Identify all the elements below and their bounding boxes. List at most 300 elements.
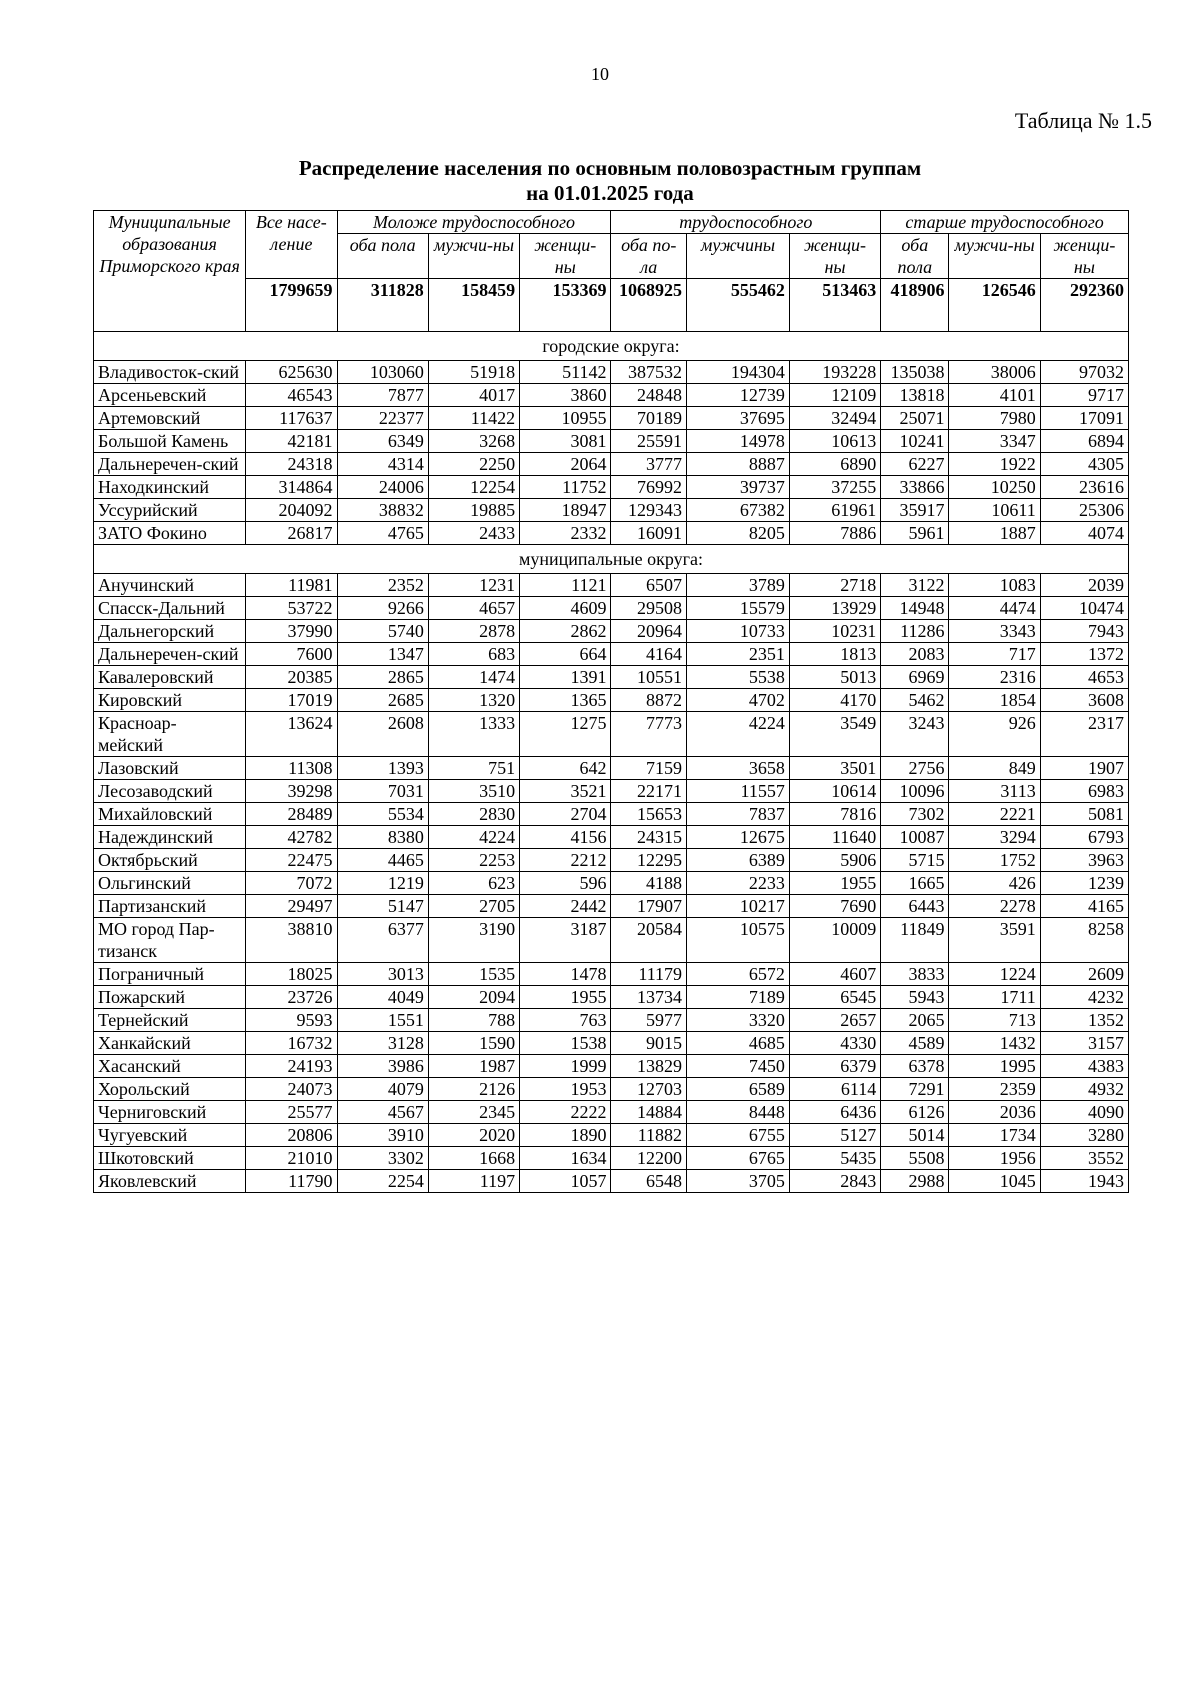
value-cell: 103060 xyxy=(337,361,428,384)
value-cell: 6389 xyxy=(687,849,790,872)
value-cell: 14948 xyxy=(881,597,949,620)
value-cell: 2221 xyxy=(949,803,1040,826)
value-cell: 926 xyxy=(949,712,1040,757)
value-cell: 28489 xyxy=(246,803,337,826)
value-cell: 11882 xyxy=(611,1124,687,1147)
header-subgroup: мужчи-ны xyxy=(428,234,519,279)
value-cell: 11640 xyxy=(789,826,880,849)
value-cell: 4609 xyxy=(520,597,611,620)
section-row xyxy=(94,332,1129,361)
district-name: Яковлевский xyxy=(94,1170,246,1193)
value-cell: 10955 xyxy=(520,407,611,430)
value-cell: 13929 xyxy=(789,597,880,620)
value-cell: 39298 xyxy=(246,780,337,803)
value-cell: 2830 xyxy=(428,803,519,826)
value-cell: 683 xyxy=(428,643,519,666)
district-name: Ханкайский xyxy=(94,1032,246,1055)
value-cell: 314864 xyxy=(246,476,337,499)
value-cell: 24318 xyxy=(246,453,337,476)
value-cell: 3501 xyxy=(789,757,880,780)
value-cell: 4017 xyxy=(428,384,519,407)
value-cell: 7302 xyxy=(881,803,949,826)
value-cell: 2609 xyxy=(1040,963,1128,986)
value-cell: 26817 xyxy=(246,522,337,545)
value-cell: 20584 xyxy=(611,918,687,963)
district-name: Находкинский xyxy=(94,476,246,499)
value-cell: 2351 xyxy=(687,643,790,666)
value-cell: 17907 xyxy=(611,895,687,918)
value-cell: 193228 xyxy=(789,361,880,384)
district-name: Владивосток-ский xyxy=(94,361,246,384)
value-cell: 2718 xyxy=(789,574,880,597)
value-cell: 2065 xyxy=(881,1009,949,1032)
table-row xyxy=(94,1032,1129,1055)
value-cell: 2705 xyxy=(428,895,519,918)
value-cell: 20964 xyxy=(611,620,687,643)
value-cell: 7600 xyxy=(246,643,337,666)
value-cell: 11849 xyxy=(881,918,949,963)
value-cell: 7450 xyxy=(687,1055,790,1078)
table-row xyxy=(94,499,1129,522)
district-name: Чугуевский xyxy=(94,1124,246,1147)
value-cell: 4765 xyxy=(337,522,428,545)
value-cell: 3187 xyxy=(520,918,611,963)
value-cell: 7877 xyxy=(337,384,428,407)
value-cell: 42181 xyxy=(246,430,337,453)
value-cell: 33866 xyxy=(881,476,949,499)
value-cell: 6379 xyxy=(789,1055,880,1078)
value-cell: 4079 xyxy=(337,1078,428,1101)
value-cell: 12739 xyxy=(687,384,790,407)
value-cell: 7980 xyxy=(949,407,1040,430)
value-cell: 37255 xyxy=(789,476,880,499)
table-row xyxy=(94,712,1129,757)
value-cell: 6572 xyxy=(687,963,790,986)
value-cell: 2278 xyxy=(949,895,1040,918)
value-cell: 10551 xyxy=(611,666,687,689)
value-cell: 70189 xyxy=(611,407,687,430)
value-cell: 6755 xyxy=(687,1124,790,1147)
value-cell: 1538 xyxy=(520,1032,611,1055)
value-cell: 3280 xyxy=(1040,1124,1128,1147)
value-cell: 20806 xyxy=(246,1124,337,1147)
value-cell: 3081 xyxy=(520,430,611,453)
value-cell: 2020 xyxy=(428,1124,519,1147)
value-cell: 1535 xyxy=(428,963,519,986)
value-cell: 25577 xyxy=(246,1101,337,1124)
value-cell: 5435 xyxy=(789,1147,880,1170)
header-municipal: Муниципальные образования Приморского края xyxy=(94,211,246,332)
value-cell: 2039 xyxy=(1040,574,1128,597)
table-row xyxy=(94,1055,1129,1078)
table-row xyxy=(94,1124,1129,1147)
section-label: городские округа: xyxy=(94,332,1129,361)
table-row xyxy=(94,574,1129,597)
value-cell: 2756 xyxy=(881,757,949,780)
value-cell: 4589 xyxy=(881,1032,949,1055)
value-cell: 2317 xyxy=(1040,712,1128,757)
value-cell: 4465 xyxy=(337,849,428,872)
value-cell: 1634 xyxy=(520,1147,611,1170)
value-cell: 25306 xyxy=(1040,499,1128,522)
value-cell: 1083 xyxy=(949,574,1040,597)
value-cell: 6349 xyxy=(337,430,428,453)
value-cell: 8872 xyxy=(611,689,687,712)
value-cell: 4156 xyxy=(520,826,611,849)
value-cell: 8258 xyxy=(1040,918,1128,963)
value-cell: 13829 xyxy=(611,1055,687,1078)
value-cell: 1333 xyxy=(428,712,519,757)
value-cell: 2083 xyxy=(881,643,949,666)
value-cell: 8380 xyxy=(337,826,428,849)
value-cell: 20385 xyxy=(246,666,337,689)
header-subgroup: мужчины xyxy=(687,234,790,279)
value-cell: 6378 xyxy=(881,1055,949,1078)
value-cell: 1955 xyxy=(520,986,611,1009)
value-cell: 53722 xyxy=(246,597,337,620)
value-cell: 10231 xyxy=(789,620,880,643)
value-cell: 2233 xyxy=(687,872,790,895)
table-row xyxy=(94,689,1129,712)
value-cell: 11981 xyxy=(246,574,337,597)
value-cell: 3860 xyxy=(520,384,611,407)
value-cell: 22475 xyxy=(246,849,337,872)
value-cell: 10087 xyxy=(881,826,949,849)
value-cell: 6443 xyxy=(881,895,949,918)
value-cell: 426 xyxy=(949,872,1040,895)
table-row xyxy=(94,597,1129,620)
value-cell: 4653 xyxy=(1040,666,1128,689)
value-cell: 1668 xyxy=(428,1147,519,1170)
district-name: Спасск-Дальний xyxy=(94,597,246,620)
value-cell: 37990 xyxy=(246,620,337,643)
value-cell: 3777 xyxy=(611,453,687,476)
value-cell: 5014 xyxy=(881,1124,949,1147)
value-cell: 5013 xyxy=(789,666,880,689)
value-cell: 10217 xyxy=(687,895,790,918)
value-cell: 1943 xyxy=(1040,1170,1128,1193)
value-cell: 25071 xyxy=(881,407,949,430)
value-cell: 713 xyxy=(949,1009,1040,1032)
district-name: Лесозаводский xyxy=(94,780,246,803)
value-cell: 38810 xyxy=(246,918,337,963)
value-cell: 2254 xyxy=(337,1170,428,1193)
total-cell: 153369 xyxy=(520,279,611,332)
district-name: ЗАТО Фокино xyxy=(94,522,246,545)
value-cell: 24006 xyxy=(337,476,428,499)
district-name: Дальнегорский xyxy=(94,620,246,643)
value-cell: 5147 xyxy=(337,895,428,918)
value-cell: 642 xyxy=(520,757,611,780)
value-cell: 3347 xyxy=(949,430,1040,453)
value-cell: 4074 xyxy=(1040,522,1128,545)
value-cell: 4101 xyxy=(949,384,1040,407)
table-row xyxy=(94,522,1129,545)
value-cell: 1045 xyxy=(949,1170,1040,1193)
table-row xyxy=(94,453,1129,476)
value-cell: 6545 xyxy=(789,986,880,1009)
value-cell: 2332 xyxy=(520,522,611,545)
value-cell: 2843 xyxy=(789,1170,880,1193)
value-cell: 11752 xyxy=(520,476,611,499)
value-cell: 3510 xyxy=(428,780,519,803)
value-cell: 7773 xyxy=(611,712,687,757)
value-cell: 3122 xyxy=(881,574,949,597)
value-cell: 29508 xyxy=(611,597,687,620)
total-cell: 126546 xyxy=(949,279,1040,332)
value-cell: 5961 xyxy=(881,522,949,545)
total-cell: 1068925 xyxy=(611,279,687,332)
value-cell: 17091 xyxy=(1040,407,1128,430)
value-cell: 2704 xyxy=(520,803,611,826)
value-cell: 763 xyxy=(520,1009,611,1032)
value-cell: 3789 xyxy=(687,574,790,597)
value-cell: 4607 xyxy=(789,963,880,986)
table-row xyxy=(94,849,1129,872)
value-cell: 3320 xyxy=(687,1009,790,1032)
value-cell: 7816 xyxy=(789,803,880,826)
table-row xyxy=(94,895,1129,918)
value-cell: 3157 xyxy=(1040,1032,1128,1055)
value-cell: 4567 xyxy=(337,1101,428,1124)
value-cell: 8205 xyxy=(687,522,790,545)
header-subgroup: женщи-ны xyxy=(1040,234,1128,279)
value-cell: 10614 xyxy=(789,780,880,803)
value-cell: 1352 xyxy=(1040,1009,1128,1032)
value-cell: 129343 xyxy=(611,499,687,522)
value-cell: 24848 xyxy=(611,384,687,407)
value-cell: 7291 xyxy=(881,1078,949,1101)
document-title xyxy=(95,156,1125,206)
table-row xyxy=(94,1147,1129,1170)
value-cell: 12295 xyxy=(611,849,687,872)
value-cell: 7031 xyxy=(337,780,428,803)
district-name: Шкотовский xyxy=(94,1147,246,1170)
value-cell: 42782 xyxy=(246,826,337,849)
value-cell: 2865 xyxy=(337,666,428,689)
value-cell: 6548 xyxy=(611,1170,687,1193)
value-cell: 7837 xyxy=(687,803,790,826)
value-cell: 6126 xyxy=(881,1101,949,1124)
value-cell: 4165 xyxy=(1040,895,1128,918)
header-row-groups xyxy=(94,211,1129,234)
value-cell: 1231 xyxy=(428,574,519,597)
district-name: Дальнеречен-ский xyxy=(94,453,246,476)
value-cell: 3013 xyxy=(337,963,428,986)
district-name: Артемовский xyxy=(94,407,246,430)
value-cell: 135038 xyxy=(881,361,949,384)
value-cell: 10474 xyxy=(1040,597,1128,620)
value-cell: 194304 xyxy=(687,361,790,384)
population-table xyxy=(93,210,1129,1193)
value-cell: 3833 xyxy=(881,963,949,986)
table-row xyxy=(94,384,1129,407)
totals-row xyxy=(94,279,1129,332)
total-cell: 555462 xyxy=(687,279,790,332)
value-cell: 11286 xyxy=(881,620,949,643)
value-cell: 3963 xyxy=(1040,849,1128,872)
table-row xyxy=(94,1170,1129,1193)
value-cell: 3521 xyxy=(520,780,611,803)
value-cell: 3243 xyxy=(881,712,949,757)
page-number: 10 xyxy=(591,64,609,84)
value-cell: 8448 xyxy=(687,1101,790,1124)
value-cell: 61961 xyxy=(789,499,880,522)
value-cell: 1393 xyxy=(337,757,428,780)
value-cell: 4232 xyxy=(1040,986,1128,1009)
header-working-group: трудоспособного xyxy=(611,211,881,234)
header-subgroup: оба пола xyxy=(881,234,949,279)
total-cell: 158459 xyxy=(428,279,519,332)
section-row xyxy=(94,545,1129,574)
value-cell: 6436 xyxy=(789,1101,880,1124)
value-cell: 9717 xyxy=(1040,384,1128,407)
value-cell: 10733 xyxy=(687,620,790,643)
value-cell: 2878 xyxy=(428,620,519,643)
value-cell: 3608 xyxy=(1040,689,1128,712)
value-cell: 2359 xyxy=(949,1078,1040,1101)
district-name: Красноар-мейский xyxy=(94,712,246,757)
district-name: Октябрьский xyxy=(94,849,246,872)
table-row xyxy=(94,620,1129,643)
table-row xyxy=(94,1078,1129,1101)
value-cell: 1372 xyxy=(1040,643,1128,666)
table-row xyxy=(94,666,1129,689)
value-cell: 32494 xyxy=(789,407,880,430)
value-cell: 1391 xyxy=(520,666,611,689)
value-cell: 2685 xyxy=(337,689,428,712)
value-cell: 1121 xyxy=(520,574,611,597)
value-cell: 23726 xyxy=(246,986,337,1009)
value-cell: 788 xyxy=(428,1009,519,1032)
value-cell: 12109 xyxy=(789,384,880,407)
table-row xyxy=(94,872,1129,895)
title-line-2: на 01.01.2025 года xyxy=(526,181,694,205)
header-subgroup: оба по-ла xyxy=(611,234,687,279)
district-name: Арсеньевский xyxy=(94,384,246,407)
value-cell: 11308 xyxy=(246,757,337,780)
header-subgroup: женщи-ны xyxy=(789,234,880,279)
district-name: Пожарский xyxy=(94,986,246,1009)
value-cell: 2212 xyxy=(520,849,611,872)
district-name: Тернейский xyxy=(94,1009,246,1032)
value-cell: 11557 xyxy=(687,780,790,803)
value-cell: 1907 xyxy=(1040,757,1128,780)
value-cell: 17019 xyxy=(246,689,337,712)
value-cell: 4685 xyxy=(687,1032,790,1055)
value-cell: 1197 xyxy=(428,1170,519,1193)
value-cell: 4330 xyxy=(789,1032,880,1055)
value-cell: 1347 xyxy=(337,643,428,666)
value-cell: 1057 xyxy=(520,1170,611,1193)
value-cell: 11422 xyxy=(428,407,519,430)
header-older-group: старше трудоспособного xyxy=(881,211,1129,234)
table-row xyxy=(94,826,1129,849)
value-cell: 35917 xyxy=(881,499,949,522)
value-cell: 3910 xyxy=(337,1124,428,1147)
value-cell: 3986 xyxy=(337,1055,428,1078)
value-cell: 6793 xyxy=(1040,826,1128,849)
value-cell: 5715 xyxy=(881,849,949,872)
value-cell: 14884 xyxy=(611,1101,687,1124)
value-cell: 1854 xyxy=(949,689,1040,712)
value-cell: 2036 xyxy=(949,1101,1040,1124)
value-cell: 12254 xyxy=(428,476,519,499)
value-cell: 2094 xyxy=(428,986,519,1009)
value-cell: 18025 xyxy=(246,963,337,986)
value-cell: 10613 xyxy=(789,430,880,453)
table-row xyxy=(94,918,1129,963)
district-name: МО город Пар-тизанск xyxy=(94,918,246,963)
table-row xyxy=(94,1101,1129,1124)
value-cell: 8887 xyxy=(687,453,790,476)
value-cell: 4188 xyxy=(611,872,687,895)
value-cell: 7943 xyxy=(1040,620,1128,643)
value-cell: 46543 xyxy=(246,384,337,407)
value-cell: 2064 xyxy=(520,453,611,476)
value-cell: 10096 xyxy=(881,780,949,803)
table-row xyxy=(94,803,1129,826)
value-cell: 1239 xyxy=(1040,872,1128,895)
value-cell: 2345 xyxy=(428,1101,519,1124)
value-cell: 38006 xyxy=(949,361,1040,384)
value-cell: 4305 xyxy=(1040,453,1128,476)
value-cell: 6969 xyxy=(881,666,949,689)
table-row xyxy=(94,986,1129,1009)
value-cell: 1474 xyxy=(428,666,519,689)
district-name: Дальнеречен-ский xyxy=(94,643,246,666)
value-cell: 67382 xyxy=(687,499,790,522)
value-cell: 16732 xyxy=(246,1032,337,1055)
value-cell: 11179 xyxy=(611,963,687,986)
value-cell: 1320 xyxy=(428,689,519,712)
value-cell: 37695 xyxy=(687,407,790,430)
value-cell: 23616 xyxy=(1040,476,1128,499)
value-cell: 1734 xyxy=(949,1124,1040,1147)
value-cell: 24073 xyxy=(246,1078,337,1101)
district-name: Михайловский xyxy=(94,803,246,826)
value-cell: 4383 xyxy=(1040,1055,1128,1078)
value-cell: 387532 xyxy=(611,361,687,384)
value-cell: 5538 xyxy=(687,666,790,689)
value-cell: 1890 xyxy=(520,1124,611,1147)
value-cell: 1999 xyxy=(520,1055,611,1078)
value-cell: 3658 xyxy=(687,757,790,780)
header-subgroup: мужчи-ны xyxy=(949,234,1040,279)
value-cell: 9593 xyxy=(246,1009,337,1032)
table-row xyxy=(94,780,1129,803)
value-cell: 6227 xyxy=(881,453,949,476)
value-cell: 1275 xyxy=(520,712,611,757)
district-name: Кавалеровский xyxy=(94,666,246,689)
district-name: Партизанский xyxy=(94,895,246,918)
value-cell: 12675 xyxy=(687,826,790,849)
value-cell: 3552 xyxy=(1040,1147,1128,1170)
value-cell: 1987 xyxy=(428,1055,519,1078)
value-cell: 1955 xyxy=(789,872,880,895)
value-cell: 5740 xyxy=(337,620,428,643)
value-cell: 13818 xyxy=(881,384,949,407)
value-cell: 3294 xyxy=(949,826,1040,849)
value-cell: 24193 xyxy=(246,1055,337,1078)
value-cell: 2433 xyxy=(428,522,519,545)
value-cell: 9266 xyxy=(337,597,428,620)
value-cell: 6890 xyxy=(789,453,880,476)
value-cell: 4049 xyxy=(337,986,428,1009)
value-cell: 13624 xyxy=(246,712,337,757)
value-cell: 117637 xyxy=(246,407,337,430)
value-cell: 11790 xyxy=(246,1170,337,1193)
